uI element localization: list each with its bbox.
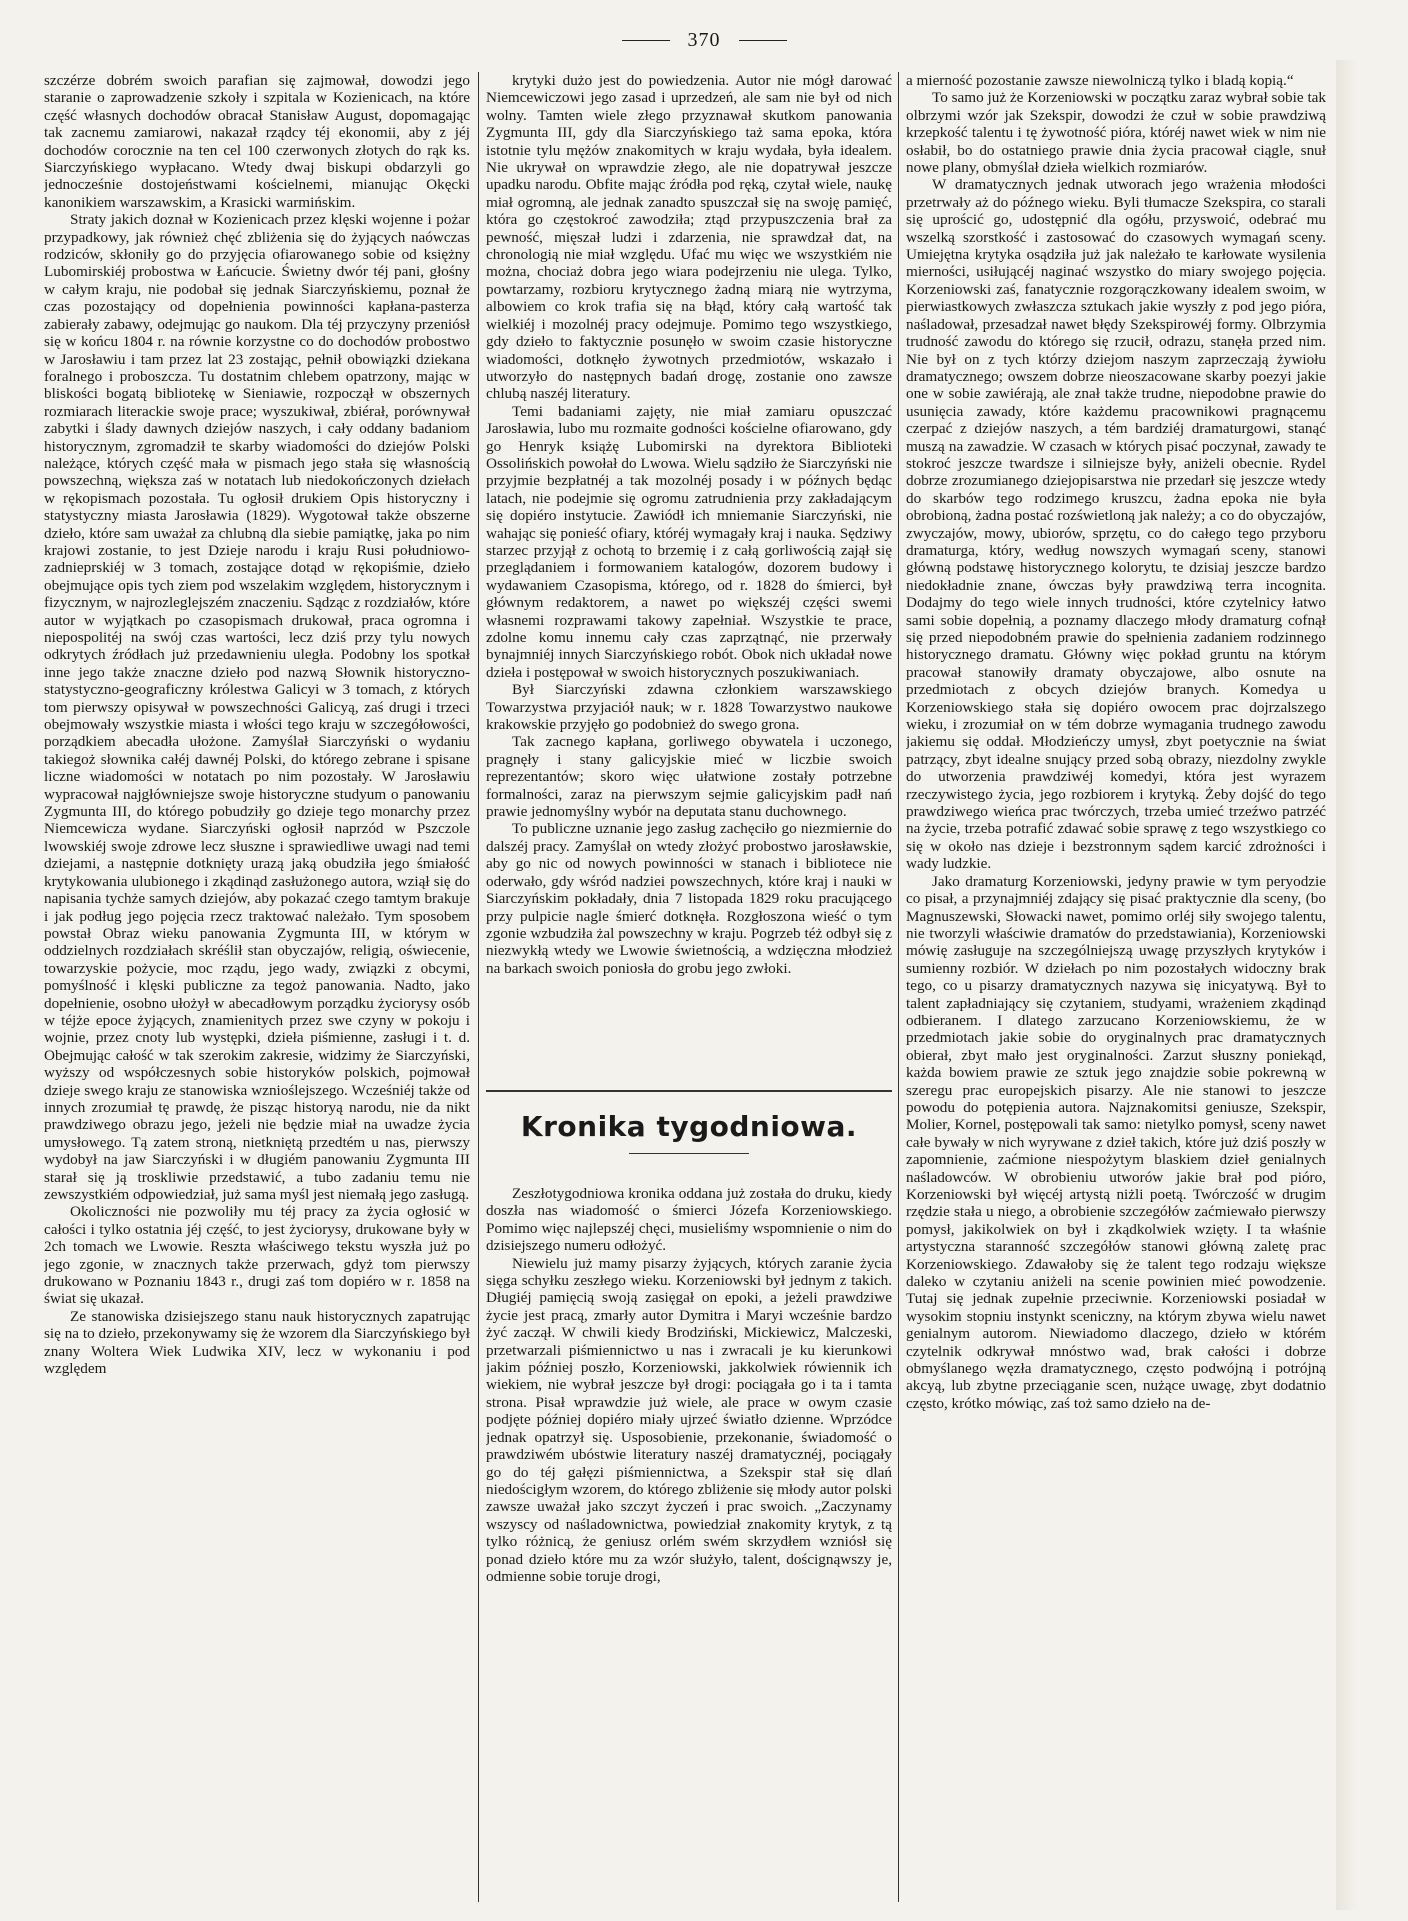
paragraph: Tak zacnego kapłana, gorliwego obywatela i uczonego, pragnęły i stany galicyjskie mieć w liczbie swoich reprezentantów; skoro więc ułatwione zostały potrzebne formalności, zaraz na pierwszym sejmie galicyjskim padł nań prawie jednomyślny wybór na deputata stanu duchownego. (486, 733, 892, 821)
page-number: 370 (687, 28, 721, 51)
column-middle-upper (486, 72, 892, 1082)
section-heading-block (486, 1110, 892, 1154)
paragraph: Ze stanowiska dzisiejszego stanu nauk historycznych zapatrując się na to dzieło, przekonywamy się że wzorem dla Siarczyńskiego był znany Woltera Wiek Ludwika XIV, lecz w wykonaniu i pod względem (44, 1307, 470, 1378)
paragraph: Straty jakich doznał w Kozienicach przez klęski wojenne i pożar przypadkowy, jak również chęć zbliżenia się do żyjących naówczas rodziców, skłoniły go do przyjęcia ofiarowanego sobie od księżny Lubomirskiéj probostwa w Łańcucie. Świetny dwór téj pani, głośny w całym kraju, nie podobał się jednak Siarczyńskiemu, poznał że czas pozostający od dopełnienia powinności kapłana-pasterza zabierały zabawy, odejmując go naukom. Dla téj przyczyny przeniósł się w końcu 1804 r. na równie korzystne co do dochodów probostwo w Jarosławiu i tam przez lat 23 zostając, pełnił obowiązki dziekana foralnego i proboszcza. Tu dostatnim chlebem opatrzony, mając w bliskości bogatą bibliotekę w Sieniawie, rozpoczął w obszernych rozmiarach literackie swoje prace; wyszukiwał, zbiérał, porównywał zabytki i ślady dawnych dziejów naszych, i cały oddany badaniom historycznym, zgromadził te skarby wiadomości do dziejów Polski należące, których część mała w pismach jego stała się własnością powszechną, większa zaś w notatach lub niedokończonych dziełach w rękopismach pozostała. Tu ogłosił drukiem Opis historyczny i statystyczny miasta Jarosławia (1829). Wygotował także obszerne dzieło, które sam uważał za chlubną dla siebie pamiątkę, jaka po nim krajowi zostanie, to jest Dzieje narodu i kraju Rusi południowo-zadnieprskiéj w 3 tomach, zostające dotąd w rękopiśmie, dzieło obejmujące opis tych ziem pod wszelakim względem, historycznym i fizycznym, w najrozleglejszém znaczeniu. Sądząc z rozdziałów, które autor w wyjątkach po czasopismach drukował, praca ogromna i niepospolitéj na swój czas wartości, lecz dziś przy tylu nowych odkrytych źródłach już przedawnieniu uległa. Podobny los spotkał inne jego także znaczne dzieło pod nazwą Słownik historyczno-statystyczno-geograficzny królestwa Galicyi w 3 tomach, z których tom pierwszy opisywał w powszechności Galicyą, zaś drugi i trzeci obejmowały wszystkie miasta i włości tego kraju w szczegółowości, porządkiem abecadła ułożone. Zamyślał Siarczyński o wydaniu takiegoż słownika całéj dawnéj Polski, do którego zebrane i spisane liczne wiadomości w notatach po nim pozostały. W Jarosławiu wypracował najgłówniejsze swoje historyczne studyum o panowaniu Zygmunta III, do którego pobudziły go dzieje tego monarchy przez Niemcewicza wydane. Siarczyński ogłosił naprzód w Pszczole lwowskiéj swoje zdrowe lecz słuszne i sprawiedliwe uwagi nad temi dziejami, a następnie dotknięty urazą jaką obudziła jego śmiałość krytykowania ulubionego i zkądinąd zasłużonego autora, wziął się do napisania tychże samych dziejów, aby pokazać czego tamtym brakuje i jak podług jego pojęcia rzecz traktować należało. Tym sposobem powstał Obraz wieku panowania Zygmunta III, w którym w oddzielnych rozdziałach skréślił stan obyczajów, religią, oświecenie, towarzyskie pożycie, moc rządu, jego wady, związki z obcymi, pomyślność i klęski publiczne za tegoż panowania. Nadto, jako dopełnienie, osobno ułożył w abecadłowym porządku życiorysy osób w téjże epoce żyjących, znamienitych przez swe czyny w pokoju i wojnie, przez cnoty lub występki, dzieła piśmienne, zasługi i t. d. Obejmując całość w tak szerokim zakresie, widzimy że Siarczyński, wyższy od współczesnych sobie historyków polskich, pojmował dzieje swego kraju ze stanowiska wznioślejszego. Wcześniéj także od innych zrozumiał tę prawdę, że pisząc historyą narodu, nie da nikt prawdziwego obrazu jego, jeżeli nie będzie miał na uwadze życia umysłowego. Tą zatem stroną, nietkniętą przedtém u nas, pierwszy wydobył na jaw Siarczyński i w długiém panowaniu Zygmunta III starał się ją troskliwie przedstawić, a tubo zadaniu temu nie zewszystkiém odpowiedział, już sama myśl jest niemałą jego zasługą. (44, 211, 470, 1203)
page-header (0, 20, 1408, 60)
paragraph: szczérze dobrém swoich parafian się zajmował, dowodzi jego staranie o zaprowadzenie szkoły i szpitala w Kozienicach, na które część własnych dochodów obracał Stanisław August, dopomagając tak zacnemu zamiarowi, nakazał rządcy téj ekonomii, aby z jéj dochodów corocznie na ten cel 100 czerwonych złotych do rąk ks. Siarczyńskiego wypłacano. Wtedy dwaj biskupi obdarzyli go jednocześnie dostojeństwami kościelnemi, mianując Okęcki kanonikiem warszawskim, a Krasicki warmińskim. (44, 72, 470, 211)
paragraph: Niewielu już mamy pisarzy żyjących, których zaranie życia sięga schyłku zeszłego wieku. Korzeniowski był jednym z takich. Długiéj pamięcią swoją zasięgał on epoki, a jeżeli prawdziwe życie jest pracą, zmarły autor Dymitra i Maryi wcześnie bardzo żyć zaczął. W chwili kiedy Brodziński, Mickiewicz, Malczeski, przetwarzali piśmiennictwo u nas i zwracali je ku kierunkowi jakim później poszło, Korzeniowski, jakkolwiek rówiennik ich wiekiem, nie wybrał jeszcze był drogi: pociągała go i ta i tamta strona. Pisał wprawdzie już wiele, ale prace w owym czasie podjęte później dopiéro miały ujrzeć światło dzienne. Wprzódce jednak opatrzył się. Usposobienie, przekonanie, świadomość o prawdziwém ubóstwie literatury naszéj dramatycznéj, pociągały go do téj gałęzi piśmiennictwa, a Szekspir stał się dlań niedościgłym wzorem, do którego zbliżenie się młody autor polski zawsze uważał jako szczyt życzeń i prac swoich. „Zaczynamy wszyscy od naśladownictwa, powiedział znakomity krytyk, z tą tylko różnicą, że geniusz orlém swém skrzydłem wzniósł się ponad dzieło które mu za wzór służyło, talent, doścignąwszy je, odmienne sobie toruje drogi, (486, 1254, 892, 1585)
column-divider (478, 72, 479, 1902)
paragraph: a mierność pozostanie zawsze niewolniczą tylko i bladą kopią.“ (906, 72, 1294, 89)
column-middle-lower (486, 1185, 892, 1905)
section-heading: Kronika tygodniowa. (520, 1110, 858, 1143)
column-right (906, 72, 1326, 1902)
paragraph: Temi badaniami zajęty, nie miał zamiaru opuszczać Jarosławia, lubo mu rozmaite godności kościelne ofiarowano, gdy go Henryk książę Lubomirski na dyrektora Biblioteki Ossolińskich powołał do Lwowa. Wielu sądziło że Siarczyński nie przyjmie bezpłatnéj a tak mozolnéj posady i w późnych będąc latach, nie podejmie się ogromu zatrudnienia przy zakładającym się dopiéro instytucie. Zawiódł ich mniemanie Siarczyński, nie wahając się ponieść ofiary, któréj wymagały kraj i nauka. Sędziwy starzec przyjął z ochotą to brzemię i z całą gorliwością zajął się przeglądaniem i formowaniem katalogów, dozorem budowy i wydawaniem Czasopisma, którego, od r. 1828 do śmierci, był głównym redaktorem, a nawet po większéj części swemi własnemi rozprawami takowy zapełniał. Wszystkie te prace, zdolne komu innemu cały czas zaprzątnąć, nie przerwały bynajmniéj innych Siarczyńskiego robót. Obok nich układał nowe dzieła i postępował w swoich historycznych poszukiwaniach. (486, 402, 892, 681)
paragraph: krytyki dużo jest do powiedzenia. Autor nie mógł darować Niemcewiczowi jego zasad i uprzedzeń, ale sam nie był od nich wolny. Tamten wiele złego przyznawał skutkom panowania Zygmunta III, gdy dla Siarczyńskiego taż sama epoka, która istotnie tylu mężów znakomitych w kraju wydała, była idealem. Nie ukrywał on wprawdzie złego, ale nie dopatrywał jeszcze upadku narodu. Obfite mając źródła pod ręką, czytał wiele, naukę miał ogromną, ale jednak zanadto spuszczał się na swoję pamięć, która go częstokroć zawodziła; ztąd przypuszczenia brał za pewność, mięszał ludzi i zdarzenia, nie sprawdzał dat, na chronologią nie miał względu. Ufać mu więc we wszystkiém nie można, chociaż dobra jego wiara podejrzeniu nie ulega. Tylko, powtarzamy, rozbioru krytycznego żadną miarą nie wytrzyma, albowiem co krok trafia się na błąd, który całą wartość tak wielkiéj i mozolnéj pracy odejmuje. Pomimo tego wszystkiego, gdy dzieło to faktycznie posunęło w swoim czasie historyczne wiadomości, dotknęło żywotnych przedmiotów, wskazało i utworzyło do następnych badań drogę, zostanie ono zawsze chlubą naszéj literatury. (486, 72, 892, 403)
page-edge (1336, 60, 1408, 1910)
paragraph: Jako dramaturg Korzeniowski, jedyny prawie w tym peryodzie co pisał, a przynajmniéj zdający się pisać praktycznie dla sceny, (bo Magnuszewski, Słowacki nawet, pomimo orléj siły swojego talentu, nie tworzyli właściwie dramatów do przedstawiania), Korzeniowski mówię zasługuje na szczególniejszą uwagę przyszłych krytyków i sumienny rozbiór. W dziełach po nim pozostałych widoczny brak tego, co u pisarzy dramatycznych nazywa się inicyatywą. Był to talent zapładniający się czytaniem, studyami, wrażeniem zkądinąd odbieranem. I dlatego zarzucano Korzeniowskiemu, że w przedmiotach jakie sobie do oryginalnych prac dramatycznych obierał, zbyt mało jest oryginalności. Zarzut słuszny poniekąd, każda bowiem prawie ze sztuk jego znajdzie sobie pokrewną w szeregu prac europejskich pisarzy. Ale nie stanowi to jeszcze powodu do potępienia autora. Najznakomitsi geniusze, Szekspir, Molier, Kornel, postępowali tak samo: nietylko pomysł, sceny nawet całe bywały w nich wyrywane z dzieł takich, które już dziś poszły w zapomnienie, zaćmione niespożytym blaskiem dzieł genialnych naśladowców. W obrobieniu utworów jakie brał pod pióro, Korzeniowski był więcéj artystą niżli poetą. Twórczość w drugim rzędzie stała u niego, a obrobienie szczegółów zaćmiewało pierwszy pomysł, jakikolwiek on był i zkądkolwiek wzięty. I ta właśnie artystyczna staranność szczegółów stanowi główną zaletę prac Korzeniowskiego. Zdawałoby się że talent tego rodzaju większe daleko w czytaniu aniżeli na scenie powinien mieć powodzenie. Tutaj się jednak zupełnie przeciwnie. Korzeniowski posiadał w wysokim stopniu instynkt sceniczny, na którym zbywa wielu nawet genialnym autorom. Niewiadomo dlaczego, dzieło w którém czytelnik odkrywał mnóstwo wad, brak całości i dobrze obmyślanego węzła dramatycznego, często podwójną i potrójną akcyą, lub zbytne przeciąganie scen, nużące uwagę, zbyt dodatnio często, krótko mówiąc, zaś toż samo dzieło na de- (906, 872, 1326, 1412)
paragraph: Okoliczności nie pozwoliły mu téj pracy za życia ogłosić w całości i tylko ostatnia jéj część, to jest życiorysy, drukowane były w 2ch tomach we Lwowie. Reszta właściwego tekstu wyszła już po jego zgonie, w znacznych także przerwach, gdyż tom pierwszy drukowano w Poznaniu 1843 r., drugi zaś tom dopiéro w r. 1858 na świat się ukazał. (44, 1203, 470, 1308)
header-rule-right (739, 40, 787, 41)
paragraph: To samo już że Korzeniowski w początku zaraz wybrał sobie tak olbrzymi wzór jak Szekspir, dowodzi że czuł w sobie prawdziwą krzepkość talentu i tę żywotność pióra, któréj nawet wiek w nim nie osłabił, bo do ostatniego prawie dnia życia pracował ciągle, snuł nowe plany, obmyślał dzieła wielkich rozmiarów. (906, 89, 1326, 177)
header-rule-left (622, 40, 670, 41)
paragraph: W dramatycznych jednak utworach jego wrażenia młodości przetrwały aż do późnego wieku. Byli tłumacze Szekspira, co starali się uprościć go, udostępnić dla ogółu, przyswoić, odebrać mu wszelką szorstkość i zastosować do czasowych wymagań sceny. Umiejętna krytyka osądziła już jak należało te karłowate wysilenia mierności, usiłującéj naginać wszystko do miary swojego pojęcia. Korzeniowski zaś, fanatycznie rozgorączkowany idealem swoim, w pierwiastkowych zwłaszcza sztukach jakie wyszły z pod jego pióra, naśladował, przesadzał nawet błędy Szekspirowéj formy. Olbrzymia trudność zawodu do którego się rzucił, odrazu, stanęła przed nim. Nie był on z tych którzy dziejom naszym zaprzeczają żywiołu dramatycznego; owszem dobrze nieoszacowane skarby poezyi jakie one w sobie zawiérają, ale znał także trudne, niepodobne prawie do usunięcia zawady, które każdemu pracownikowi pragnącemu czerpać z dziejów naszych, a tém bardziéj dramaturgowi, stanąć muszą na zawadzie. W czasach w których pisać poczynał, zawady te stokroć jeszcze twardsze i silniejsze były, aniżeli obecnie. Rydel dobrze zrozumianego dziejopisarstwa nie przedarł się jeszcze wtedy do skarbów tego rodzimego kruszcu, żadna epoka nie była obrobioną, żadna postać rozświetloną jak należy; a co do obyczajów, zwyczajów, mowy, ubiorów, sprzętu, co do całego tego przyboru dramaturga, który, według nowszych wymagań sceny, stanowi główną podstawę historycznego kolorytu, te dzisiaj jeszcze bardzo niedokładnie znane, ówczas były prawdziwą terra incognita. Dodajmy do tego wiele innych trudności, które czytelnicy łatwo sami sobie dopełnią, a poznamy dlaczego młody dramaturg cofnął się przed niepodobném prawie do spełnienia zadaniem rodzinnego historycznego dramatu. Główny więc pokład gruntu na którym pracował stanowiły dramaty obyczajowe, albo osnute na przedmiotach z obcych dziejów branych. Komedya u Korzeniowskiego stała się dopiéro owocem prac dojrzalszego wieku, i zrozumiał on w tém dobrze wymagania trudnego zawodu jakiemu się oddał. Młodzieńczy umysł, zbyt poetycznie na świat patrzący, zbyt idealne snujący przed sobą obrazy, niezdolny zwykle do utworzenia prawdziwéj komedyi, która jest wyrazem rzeczywistego życia, jego rozbiorem i krytyką. Żeby dojść do tego prawdziwego wieńca prac twórczych, trzeba umieć trzeźwo patrzéć na życie, trzeba potrafić zdawać sobie sprawę z tego wszystkiego co się w około nas dzieje i bezstronnym sądem karcić zdrożności i wady ludzkie. (906, 176, 1326, 873)
column-divider (898, 72, 899, 1902)
column-left (44, 72, 470, 1902)
paragraph: Był Siarczyński zdawna członkiem warszawskiego Towarzystwa przyjaciół nauk; w r. 1828 Towarzystwo naukowe krakowskie przyjęło go podobnież do swego grona. (486, 681, 892, 734)
heading-underline (629, 1153, 749, 1154)
section-divider (486, 1090, 892, 1092)
paragraph: Zeszłotygodniowa kronika oddana już została do druku, kiedy doszła nas wiadomość o śmierci Józefa Korzeniowskiego. Pomimo więc najlepszéj chęci, musieliśmy wspomnienie o nim do dzisiejszego numeru odłożyć. (486, 1185, 892, 1255)
paragraph: To publiczne uznanie jego zasług zachęciło go niezmiernie do dalszéj pracy. Zamyślał on wtedy złożyć probostwo jarosławskie, aby go nic od nowych powinności w stanach i bibliotece nie oderwało, gdy wśród nadziei powszechnych, które kraj i nauki w Siarczyńskim pokładały, dnia 7 listopada 1829 roku pracującego przy pulpicie nagle śmierć dotknęła. Rozgłoszona wieść o tym zgonie wzbudziła żal powszechny w kraju. Pogrzeb téż odbył się z niezwykłą wtedy we Lwowie świetnością, a wdzięczna młodzież na barkach swoich poniosła do grobu jego zwłoki. (486, 820, 892, 977)
